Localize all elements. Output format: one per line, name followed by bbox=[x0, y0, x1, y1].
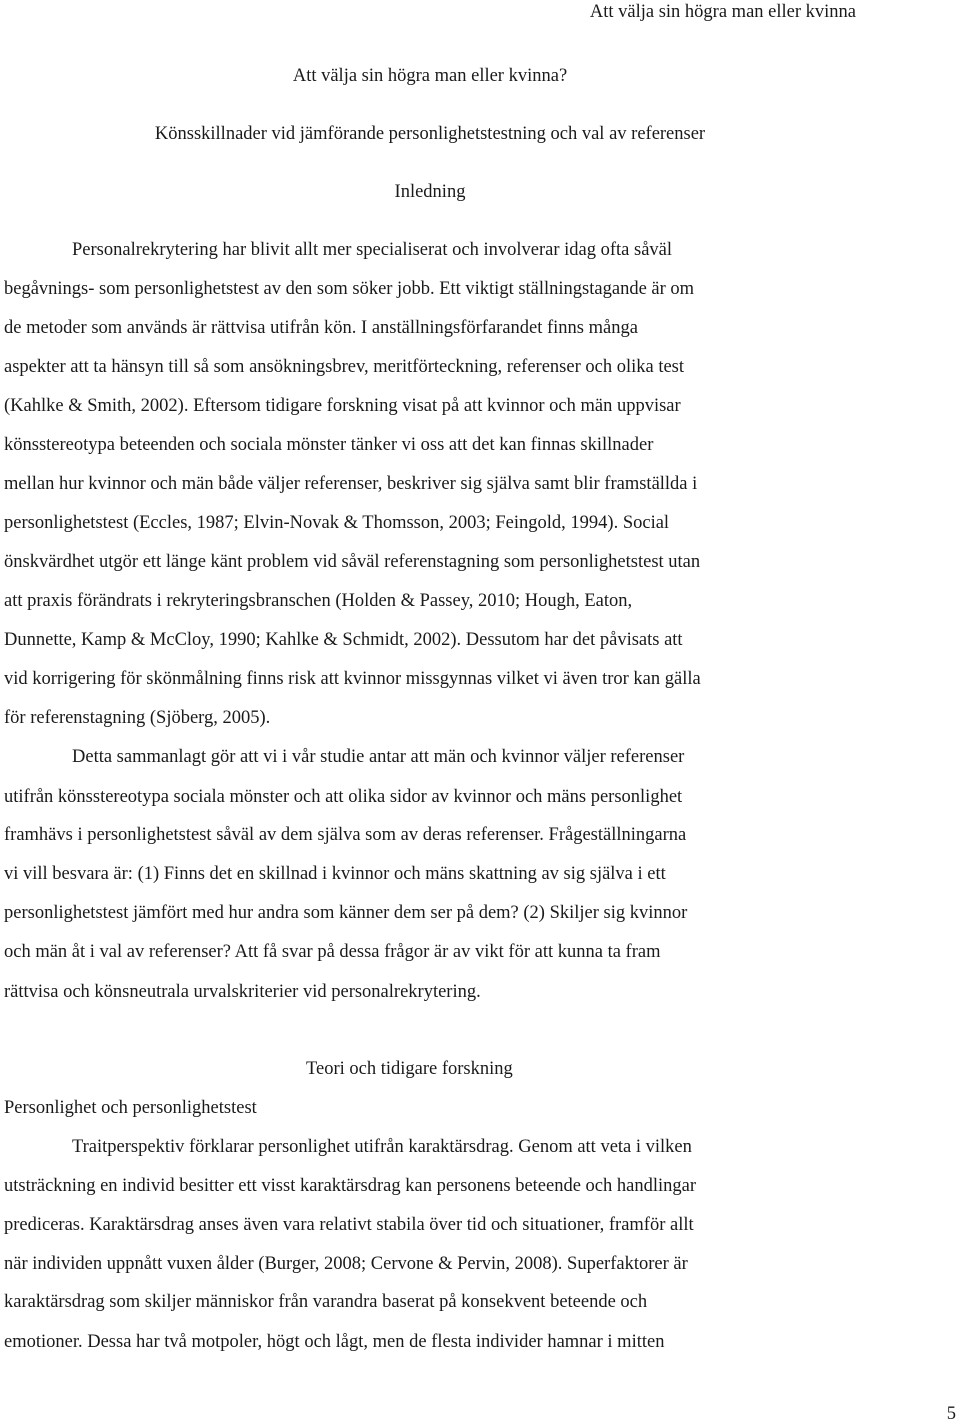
intro-line-13: för referenstagning (Sjöberg, 2005). bbox=[4, 708, 271, 728]
intro-line-20: rättvisa och könsneutrala urvalskriterier vid personalrekrytering. bbox=[4, 982, 481, 1002]
theory-line-5: karaktärsdrag som skiljer människor från varandra baserat på konsekvent beteende och bbox=[4, 1292, 648, 1312]
intro-line-18: personlighetstest jämfört med hur andra som känner dem ser på dem? (2) Skiljer sig kvinnor bbox=[4, 903, 688, 923]
running-header: Att välja sin högra man eller kvinna bbox=[589, 2, 856, 22]
theory-line-2: utsträckning en individ besitter ett visst karaktärsdrag kan personens beteende och handlingar bbox=[4, 1176, 696, 1196]
intro-line-19: och män åt i val av referenser? Att få svar på dessa frågor är av vikt för att kunna ta fram bbox=[4, 942, 661, 962]
page-number: 5 bbox=[946, 1404, 956, 1424]
intro-line-17: vi vill besvara är: (1) Finns det en skillnad i kvinnor och mäns skattning av sig själva i ett bbox=[4, 864, 666, 884]
subsection-heading-personality: Personlighet och personlighetstest bbox=[4, 1098, 257, 1118]
section-heading-theory: Teori och tidigare forskning bbox=[306, 1059, 513, 1079]
intro-line-11: Dunnette, Kamp & McCloy, 1990; Kahlke & Schmidt, 2002). Dessutom har det påvisats att bbox=[4, 630, 683, 650]
intro-line-8: personlighetstest (Eccles, 1987; Elvin-Novak & Thomsson, 2003; Feingold, 1994). Social bbox=[4, 513, 670, 533]
theory-line-3: prediceras. Karaktärsdrag anses även vara relativt stabila över tid och situationer, framför allt bbox=[4, 1215, 694, 1235]
intro-line-12: vid korrigering för skönmålning finns risk att kvinnor missgynnas vilket vi även tror kan gälla bbox=[4, 669, 701, 689]
intro-line-10: att praxis förändrats i rekryteringsbranschen (Holden & Passey, 2010; Hough, Eaton, bbox=[4, 591, 633, 611]
intro-line-16: framhävs i personlighetstest såväl av dem själva som av deras referenser. Frågeställningarna bbox=[4, 825, 687, 845]
intro-line-4: aspekter att ta hänsyn till så som ansökningsbrev, meritförteckning, referenser och olika test bbox=[4, 357, 685, 377]
intro-line-6: könsstereotypa beteenden och sociala mönster tänker vi oss att det kan finnas skillnader bbox=[4, 435, 654, 455]
intro-line-14: Detta sammanlagt gör att vi i vår studie antar att män och kvinnor väljer referenser bbox=[72, 747, 685, 767]
section-heading-intro: Inledning bbox=[394, 182, 466, 202]
theory-line-6: emotioner. Dessa har två motpoler, högt och lågt, men de flesta individer hamnar i mitten bbox=[4, 1332, 665, 1352]
theory-line-1: Traitperspektiv förklarar personlighet utifrån karaktärsdrag. Genom att veta i vilken bbox=[72, 1137, 692, 1157]
intro-line-7: mellan hur kvinnor och män både väljer referenser, beskriver sig själva samt blir framställda i bbox=[4, 474, 698, 494]
intro-line-5: (Kahlke & Smith, 2002). Eftersom tidigare forskning visat på att kvinnor och män uppvisar bbox=[4, 396, 681, 416]
intro-line-2: begåvnings- som personlighetstest av den som söker jobb. Ett viktigt ställningstagande är om bbox=[4, 279, 695, 299]
theory-line-4: när individen uppnått vuxen ålder (Burger, 2008; Cervone & Pervin, 2008). Superfaktorer är bbox=[4, 1254, 688, 1274]
paper-subtitle: Könsskillnader vid jämförande personlighetstestning och val av referenser bbox=[154, 124, 706, 144]
intro-line-9: önskvärdhet utgör ett länge känt problem vid såväl referenstagning som personlighetstest utan bbox=[4, 552, 701, 572]
intro-line-1: Personalrekrytering har blivit allt mer specialiserat och involverar idag ofta såväl bbox=[72, 240, 673, 260]
paper-title: Att välja sin högra man eller kvinna? bbox=[292, 66, 568, 86]
intro-line-15: utifrån könsstereotypa sociala mönster och att olika sidor av kvinnor och mäns personlighet bbox=[4, 787, 683, 807]
intro-line-3: de metoder som används är rättvisa utifrån kön. I anställningsförfarandet finns många bbox=[4, 318, 638, 338]
